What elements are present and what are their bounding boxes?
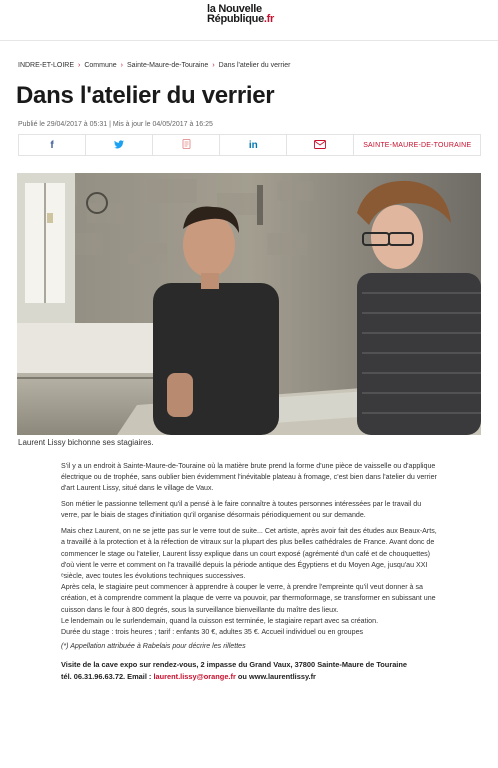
logo-line-2-suffix: .fr [263, 13, 274, 25]
site-header [0, 0, 498, 40]
town-tag-label: SAINTE-MAURE-DE-TOURAINE [363, 141, 472, 149]
article-body [61, 461, 439, 683]
facebook-icon: f [50, 139, 54, 151]
share-twitter-button[interactable] [86, 135, 153, 155]
visit-phone: tél. 06.31.96.63.72. Email : [61, 672, 154, 682]
article-paragraph: Mais chez Laurent, on ne se jette pas sur le verre tout de suite... Cet artiste, après avoir fait des études aux Beaux-Arts, a travaillé à la protection et à la réfection de vitraux sur la plupart des plus belles cathédrales de France. Avant donc de commencer le stage ou l'atelier, Laurent lissy explique dans un court exposé (agrémenté d'un café et de chouquettes) d'où vient le verre et comment on l'a travaillé depuis la période antique des Égyptiens et du Moyen Age, jusqu'au XXI ᵉsiècle, avec toutes les évolutions techniques successives. [61, 527, 437, 581]
print-icon [182, 136, 191, 154]
header-divider [0, 40, 498, 41]
logo-line-2-main: République [207, 13, 264, 25]
article-title: Dans l'atelier du verrier [16, 82, 275, 109]
breadcrumb-item-commune[interactable]: Commune [84, 62, 117, 69]
twitter-icon [114, 136, 124, 154]
share-linkedin-button[interactable] [220, 135, 287, 155]
photo-caption: Laurent Lissy bichonne ses stagiaires. [18, 438, 154, 447]
article-paragraph: Le lendemain ou le surlendemain, quand la cuisson est terminée, le stagiaire repart avec sa création. [61, 616, 379, 625]
site-logo[interactable] [207, 4, 297, 24]
logo-line-1: la Nouvelle [207, 3, 262, 15]
share-facebook-button[interactable] [19, 135, 86, 155]
visit-info [61, 659, 439, 683]
article-paragraph: Après cela, le stagiaire peut commencer à apprendre à couper le verre, à prendre l'empreinte qu'il veut donner à sa création, et à comprendre comment la plaque de verre va pouvoir, par thermoformage, se transformer en subissant une cuisson dans le four à 800 degrés, sous la surveillance bienveillante du maître des lieux. [61, 583, 436, 614]
article-paragraph: S'il y a un endroit à Sainte-Maure-de-Touraine où la matière brute prend la forme d'une pièce de vaisselle ou d'applique électrique ou de trophée, sans oublier bien évidemment l'inévitable plateau à fromage, c'est bien dans l'atelier du verrier d'art Laurent Lissy, situé dans le village de Vaux. [61, 462, 437, 493]
breadcrumb-separator: › [78, 62, 81, 69]
town-tag-link[interactable] [354, 135, 480, 155]
breadcrumb-separator: › [212, 62, 215, 69]
breadcrumb-separator: › [120, 62, 123, 69]
visit-website: ou www.laurentlissy.fr [235, 672, 316, 682]
breadcrumb-item-town[interactable]: Sainte-Maure-de-Touraine [127, 62, 209, 69]
article-paragraph: Durée du stage : trois heures ; tarif : enfants 30 €, adultes 35 €. Accueil individuel ou en groupes [61, 628, 364, 637]
logo-line-2 [207, 14, 297, 24]
visit-contact [61, 671, 439, 683]
visit-address: Visite de la cave expo sur rendez-vous, 2 impasse du Grand Vaux, 37800 Sainte-Maure de Touraine [61, 660, 407, 670]
linkedin-icon: in [248, 139, 258, 151]
print-button[interactable] [153, 135, 220, 155]
email-icon [314, 136, 326, 154]
article-footnote: (*) Appellation attribuée à Rabelais pour décrire les rillettes [61, 642, 246, 651]
breadcrumb [18, 62, 290, 69]
email-link[interactable]: laurent.lissy@orange.fr [153, 672, 236, 682]
article-photo [17, 173, 481, 435]
article-meta: Publié le 29/04/2017 à 05:31 | Mis à jour le 04/05/2017 à 16:25 [18, 121, 213, 128]
article-paragraph: Son métier le passionne tellement qu'il a pensé à le faire connaître à toutes personnes intéressées par le travail du verre, par le biais de stages d'initiation qu'il organise désormais périodiquement ou sur demande. [61, 500, 422, 520]
breadcrumb-item-current: Dans l'atelier du verrier [218, 62, 291, 69]
breadcrumb-item-department[interactable]: INDRE-ET-LOIRE [18, 62, 75, 69]
share-email-button[interactable] [287, 135, 354, 155]
share-bar [18, 134, 481, 156]
